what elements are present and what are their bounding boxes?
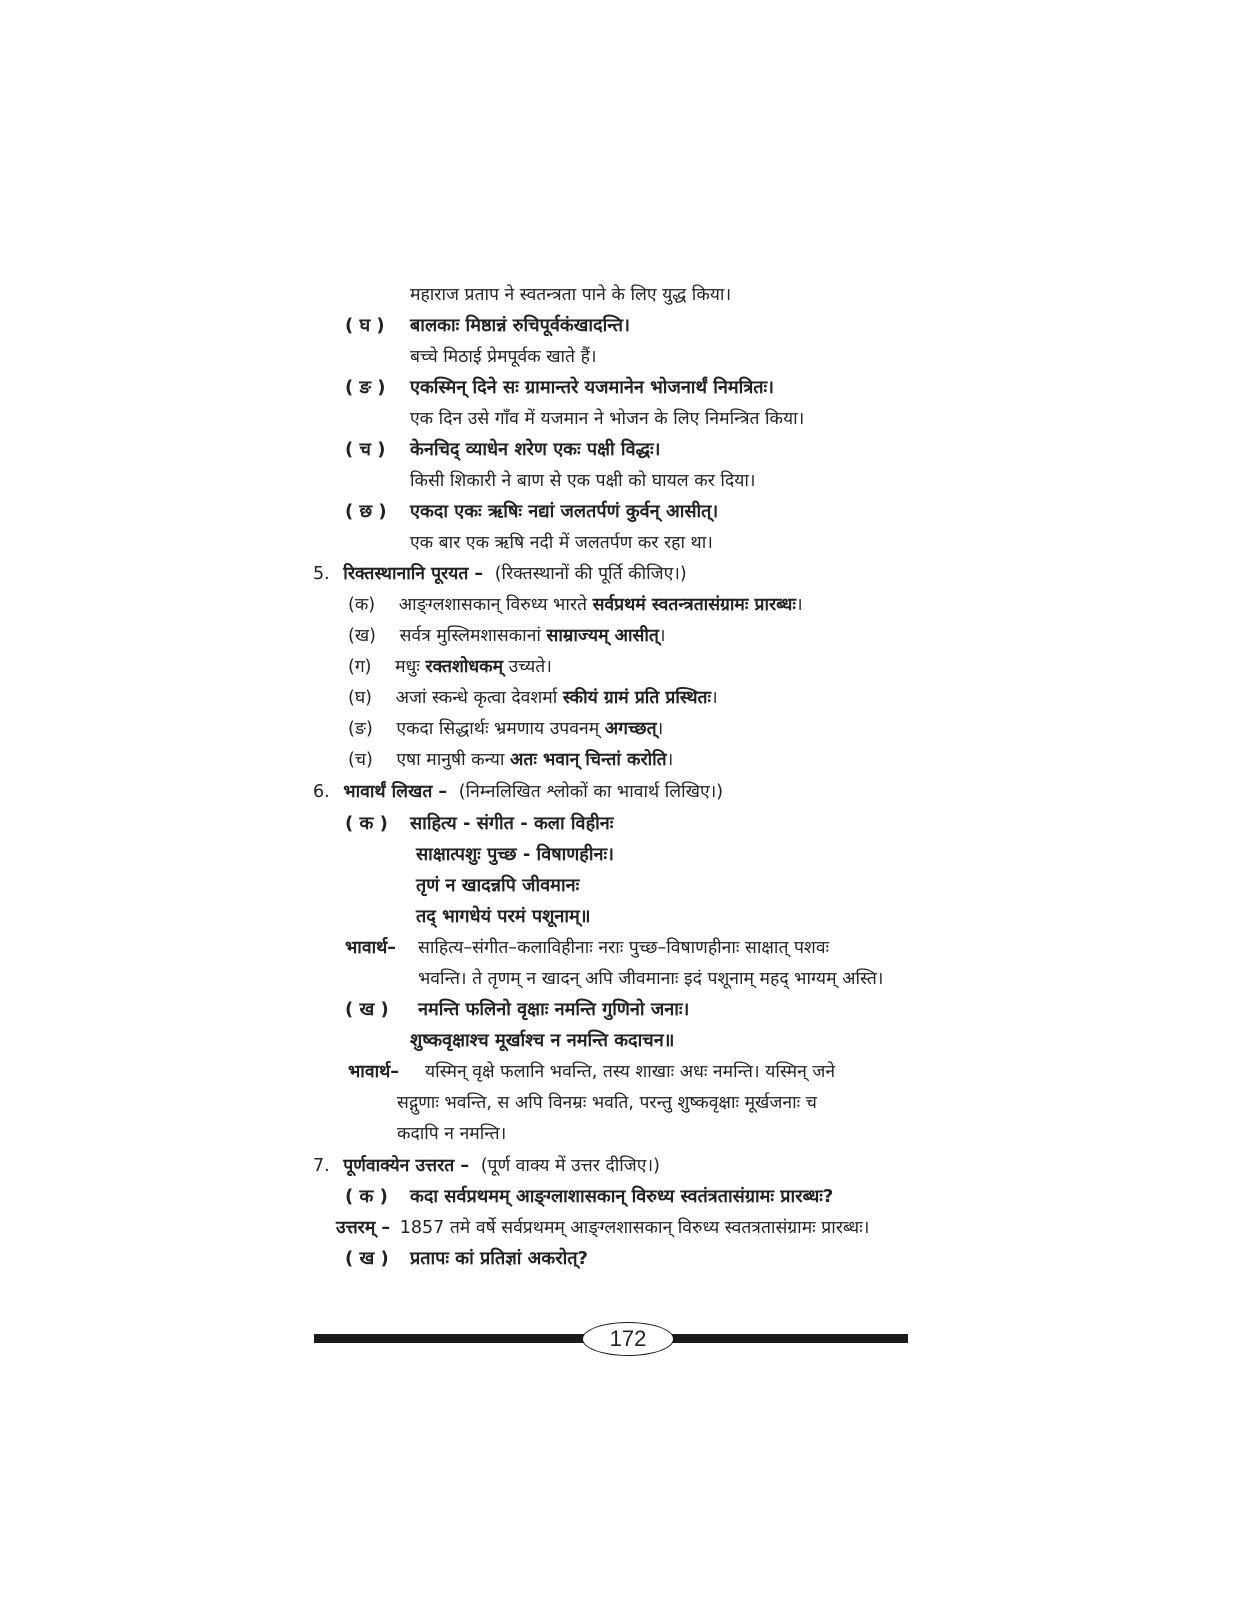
q5-item-answer: अगच्छत्: [604, 719, 657, 739]
q5-item-answer: रक्तशोधकम्: [425, 657, 504, 677]
q4-item-hindi: एक दिन उसे गाँव में यजमान ने भोजन के लिए निमन्त्रित किया।: [410, 409, 805, 429]
q5-item: [348, 747, 673, 773]
answer-text: 1857 तमे वर्षे सर्वप्रथमम् आङ्ग्लशासकान् विरुध्य स्वतत्रतासंग्रामः प्रारब्धः।: [399, 1218, 870, 1238]
q7-answer: [336, 1215, 869, 1241]
footer-rule-left: [314, 1334, 584, 1343]
q4-item-label: ( घ ): [345, 315, 385, 336]
q5-item-end: ।: [711, 688, 718, 708]
q4-item-hindi: बच्चे मिठाई प्रेमपूर्वक खाते हैं।: [410, 347, 597, 367]
shloka-line: साहित्य - संगीत - कला विहीनः: [410, 813, 614, 834]
q4-item-label: ( च ): [345, 439, 386, 460]
shloka-line: नमन्ति फलिनो वृक्षाः नमन्ति गुणिनो जनाः।: [418, 999, 690, 1020]
q6-number: 6.: [313, 782, 330, 802]
q5-item-end: ।: [656, 719, 664, 739]
q4-item-sanskrit: बालकाः मिष्ठान्नं रुचिपूर्वकंखादन्ति।: [410, 315, 630, 336]
q5-item-answer: अतः भवान् चिन्तां करोति: [510, 750, 667, 770]
q5-item-label: (ख): [348, 626, 376, 646]
q5-subtitle: (रिक्तस्थानों की पूर्ति कीजिए।): [494, 564, 687, 584]
q4-item-sanskrit: एकदा एकः ऋषिः नद्यां जलतर्पणं कुर्वन् आसीत्।: [410, 501, 719, 522]
q4-item-label: ( ङ ): [345, 377, 386, 398]
q5-item-text: आङ्ग्लशासकान् विरुध्य भारते: [398, 595, 587, 615]
q5-item-end: ।: [658, 626, 666, 646]
q5-item-text: अजां स्कन्धे कृत्वा देवशर्मा: [395, 688, 558, 708]
q5-item: [348, 654, 552, 680]
bhavarth-line: यस्मिन् वृक्षे फलानि भवन्ति, तस्य शाखाः अधः नमन्ति। यस्मिन् जने: [425, 1062, 836, 1082]
q7-subtitle: (पूर्ण वाक्य में उत्तर दीजिए।): [480, 1156, 660, 1176]
q5-item-label: (च): [348, 750, 373, 770]
q5-item-label: (क): [348, 595, 376, 615]
answer-label: उत्तरम् –: [336, 1218, 391, 1238]
q4-item-sanskrit: केनचिद् व्याधेन शरेण एकः पक्षी विद्धः।: [410, 439, 661, 460]
q5-item-text: मधुः: [395, 657, 420, 677]
footer-rule-right: [670, 1334, 908, 1343]
q7-question-label: ( ख ): [345, 1248, 389, 1269]
q6-heading: [313, 779, 723, 805]
q5-item: [348, 685, 718, 711]
bhavarth-line: भवन्ति। ते तृणम् न खादन् अपि जीवमानाः इदं पशूनाम् महद् भाग्यम् अस्ति।: [418, 969, 884, 989]
q5-item-end: ।: [666, 750, 674, 770]
shloka-ka-label: ( क ): [345, 813, 388, 834]
shloka-kha-label: ( ख ): [345, 999, 389, 1020]
q4-item-hindi: किसी शिकारी ने बाण से एक पक्षी को घायल कर दिया।: [410, 471, 756, 491]
q4-item-label: ( छ ): [345, 501, 387, 522]
q5-item: [348, 623, 666, 649]
q5-item-answer: सर्वप्रथमं स्वतन्त्रतासंग्रामः प्रारब्धः: [592, 595, 796, 615]
q6-title: भावार्थं लिखत –: [343, 782, 448, 802]
q5-item-text: एषा मानुषी कन्या: [396, 750, 505, 770]
shloka-line: तृणं न खादन्नपि जीवमानः: [416, 875, 580, 896]
q5-item-answer: स्कीयं ग्रामं प्रति प्रस्थितः: [562, 688, 712, 708]
q7-title: पूर्णवाक्येन उत्तरत –: [343, 1156, 470, 1176]
bhavarth-line: सद्गुणाः भवन्ति, स अपि विनम्रः भवति, परन्तु शुष्कवृक्षाः मूर्खजनाः च: [397, 1093, 817, 1113]
q6-subtitle: (निम्नलिखित श्लोकों का भावार्थ लिखिए।): [458, 782, 724, 802]
prev-translation: महाराज प्रताप ने स्वतन्त्रता पाने के लिए युद्ध किया।: [410, 285, 732, 305]
page-number: 172: [582, 1322, 674, 1356]
q4-item-hindi: एक बार एक ऋषि नदी में जलतर्पण कर रहा था।: [410, 533, 713, 553]
bhavarth-label: भावार्थ–: [348, 1062, 400, 1082]
shloka-line: शुष्कवृक्षाश्च मूर्खाश्च न नमन्ति कदाचन॥: [410, 1030, 675, 1051]
q5-item-end: उच्यते।: [503, 657, 552, 677]
q7-question: प्रतापः कां प्रतिज्ञां अकरोत्?: [410, 1248, 588, 1269]
q4-item-sanskrit: एकस्मिन् दिने सः ग्रामान्तरे यजमानेन भोजनार्थं निमत्रितः।: [410, 377, 774, 398]
q5-item-label: (ग): [348, 657, 372, 677]
shloka-line: तद् भागधेयं परमं पशूनाम्॥: [416, 906, 591, 927]
q5-item: [348, 592, 803, 618]
bhavarth-line: साहित्य–संगीत–कलाविहीनाः नराः पुच्छ–विषाणहीनाः साक्षात् पशवः: [418, 938, 830, 958]
q7-question: कदा सर्वप्रथमम् आङ्ग्लाशासकान् विरुध्य स्वतंत्रतासंग्रामः प्रारब्धः?: [410, 1186, 834, 1207]
q7-question-label: ( क ): [345, 1186, 388, 1207]
q5-item-text: सर्वत्र मुस्लिमशासकानां: [399, 626, 541, 646]
shloka-line: साक्षात्पशुः पुच्छ - विषाणहीनः।: [416, 844, 614, 865]
q5-item-label: (घ): [348, 688, 372, 708]
q5-item-text: एकदा सिद्धार्थः भ्रमणाय उपवनम्: [396, 719, 600, 739]
q5-title: रिक्तस्थानानि पूरयत –: [343, 564, 484, 584]
q5-number: 5.: [313, 564, 330, 584]
q5-item: [348, 716, 663, 742]
bhavarth-line: कदापि न नमन्ति।: [397, 1124, 507, 1144]
q5-item-answer: साम्राज्यम् आसीत्: [546, 626, 659, 646]
q7-number: 7.: [313, 1156, 330, 1176]
q5-heading: [313, 561, 687, 587]
q5-item-end: ।: [795, 595, 803, 615]
q5-item-label: (ङ): [348, 719, 373, 739]
bhavarth-label: भावार्थ–: [345, 938, 397, 958]
q7-heading: [313, 1153, 660, 1179]
